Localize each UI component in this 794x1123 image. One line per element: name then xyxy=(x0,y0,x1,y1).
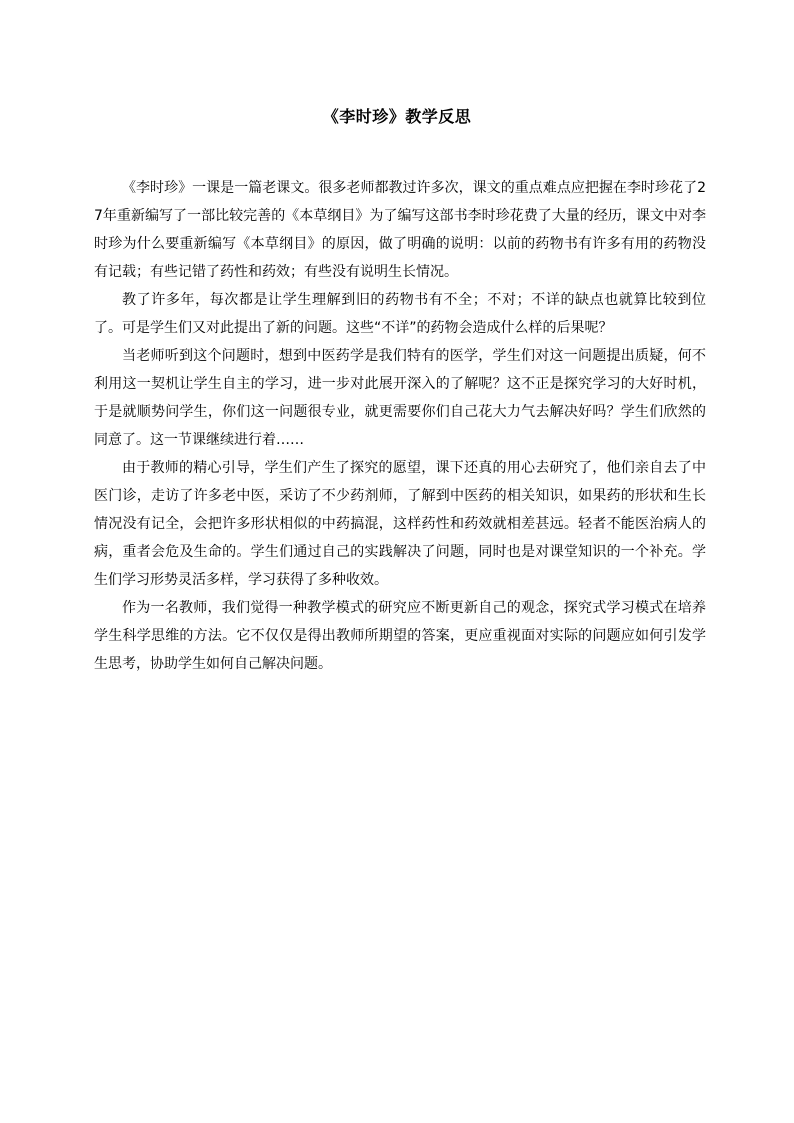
paragraph-5: 作为一名教师，我们觉得一种教学模式的研究应不断更新自己的观念，探究式学习模式在培养学生科学思维的方法。它不仅仅是得出教师所期望的答案，更应重视面对实际的问题应如何引发学生思考，协助学生如何自己解决问题。 xyxy=(94,600,706,672)
paragraph-2: 教了许多年，每次都是让学生理解到旧的药物书有不全；不对；不详的缺点也就算比较到位了。可是学生们又对此提出了新的问题。这些“不详”的药物会造成什么样的后果呢？ xyxy=(94,292,706,336)
paragraph-1: 《李时珍》一课是一篇老课文。很多老师都教过许多次，课文的重点难点应把握在李时珍花了27年重新编写了一部比较完善的《本草纲目》为了编写这部书李时珍花费了大量的经历，课文中对李时珍为什么要重新编写《本草纲目》的原因，做了明确的说明：以前的药物书有许多有用的药物没有记载；有些记错了药性和药效；有些没有说明生长情况。 xyxy=(94,180,706,280)
paragraph-3: 当老师听到这个问题时，想到中医药学是我们特有的医学，学生们对这一问题提出质疑，何不利用这一契机让学生自主的学习，进一步对此展开深入的了解呢？这不正是探究学习的大好时机，于是就顺势问学生，你们这一问题很专业，就更需要你们自己花大力气去解决好吗？学生们欣然的同意了。这一节课继续进行着…… xyxy=(94,348,706,448)
paragraph-4: 由于教师的精心引导，学生们产生了探究的愿望，课下还真的用心去研究了，他们亲自去了中医门诊，走访了许多老中医，采访了不少药剂师，了解到中医药的相关知识，如果药的形状和生长情况没有记全，会把许多形状相似的中药搞混，这样药性和药效就相差甚远。轻者不能医治病人的病，重者会危及生命的。学生们通过自己的实践解决了问题，同时也是对课堂知识的一个补充。学生们学习形势灵活多样，学习获得了多种收效。 xyxy=(94,460,706,588)
document-title: 《李时珍》教学反思 xyxy=(322,107,472,126)
document-body xyxy=(94,174,706,678)
